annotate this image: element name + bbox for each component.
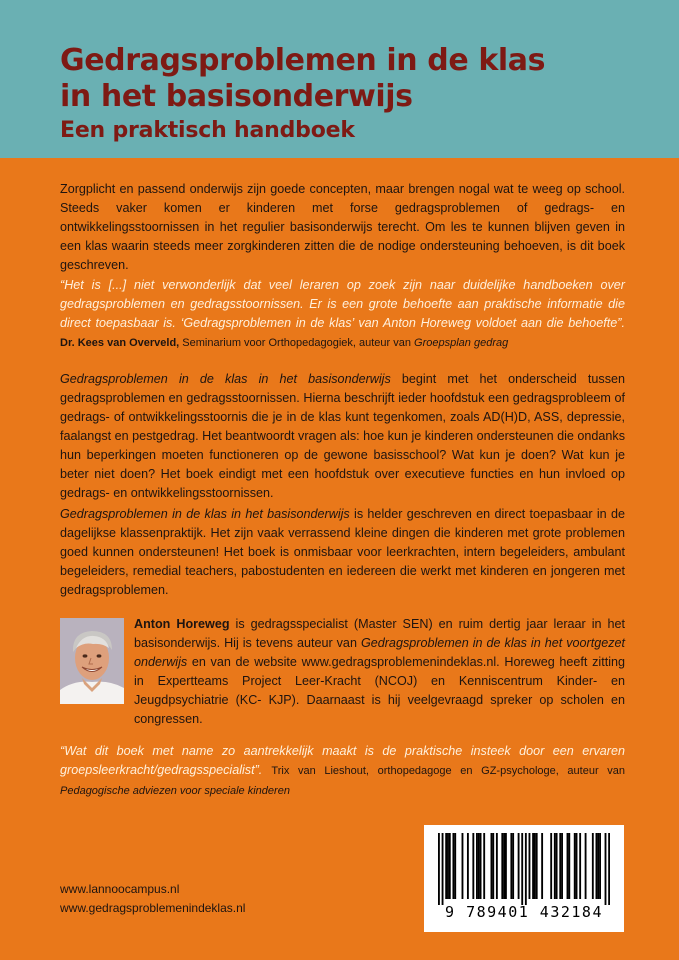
barcode-bar	[449, 833, 451, 899]
barcode-bar	[585, 833, 587, 899]
isbn-number: 9 789401 432184	[445, 903, 603, 921]
barcode-bar	[556, 833, 558, 899]
barcode-bar	[496, 833, 498, 899]
barcode-bar	[483, 833, 485, 899]
barcode-bar	[492, 833, 494, 899]
review-quote-1	[60, 276, 625, 353]
barcode-bar	[472, 833, 474, 899]
website-list	[60, 880, 245, 918]
barcode-bar	[462, 833, 464, 899]
barcode-bar	[559, 833, 561, 899]
barcode-bar	[579, 833, 581, 899]
barcode-icon	[438, 833, 610, 905]
barcode-bar	[505, 833, 507, 899]
website-link-book[interactable]: www.gedragsproblemenindeklas.nl	[60, 901, 246, 915]
barcode-bar	[501, 833, 503, 899]
barcode-bar	[518, 833, 520, 899]
barcode-bar	[445, 833, 447, 899]
barcode-bar	[596, 833, 598, 899]
barcode-bar	[608, 833, 610, 905]
barcode-bar	[534, 833, 536, 899]
barcode-bar	[503, 833, 505, 899]
barcode-bar	[452, 833, 454, 899]
description-text: begint met het onderscheid tussen gedragsproblemen en gedragsstoornissen. Hierna beschrijft ieder hoofdstuk een gedragsprobleem of gedrags- of ontwikkelingsstoornis die je in de klas kunt tegenkomen, zoals AD(H)D, ASS, depressie, faalangst en pestgedrag. Het beantwoordt vragen als: hoe kun je kinderen ondersteunen die ondanks hun beperkingen moeten functioneren op de gewone basisschool? Wat kun je doen? Wat kun je beter niet doen? Het boek eindigt met een hoofdstuk over executieve functies en hun invloed op gedrags- en ontwikkelingsstoornissen.	[60, 372, 626, 500]
barcode-bar	[592, 833, 594, 899]
barcode-bar	[447, 833, 449, 899]
review-quote-1-text: “Het is [...] niet verwonderlijk dat veel leraren op zoek zijn naar duidelijke handboeken over gedragsproblemen en gedragsstoornissen. Er is een grote behoefte aan praktische informatie die direct toepasbaar is. ‘Gedragsproblemen in de klas’ van Anton Horeweg voldoet aan die behoefte”.	[60, 278, 625, 330]
review-quote-2-affiliation: orthopedagoge en GZ-psychologe, auteur van	[377, 765, 625, 777]
title-line-1: Gedragsproblemen in de klas	[60, 43, 546, 78]
review-quote-1-book: Groepsplan gedrag	[414, 337, 509, 349]
barcode-bar	[532, 833, 534, 899]
barcode-bar	[567, 833, 569, 899]
barcode-bar	[605, 833, 607, 905]
review-quote-1-author: Dr. Kees van Overveld,	[60, 337, 180, 349]
author-name: Anton Horeweg	[134, 617, 230, 631]
barcode-bar	[438, 833, 440, 905]
barcode-bar	[476, 833, 478, 899]
barcode-bar	[480, 833, 482, 899]
subtitle: Een praktisch handboek	[60, 118, 355, 143]
review-quote-2-author: Trix van Lieshout,	[271, 765, 369, 777]
intro-paragraph: Zorgplicht en passend onderwijs zijn goede concepten, maar brengen nogal wat te weeg op school. Steeds vaker komen er kinderen met forse gedragsproblemen of gedrags- en ontwikkelingsstoornissen in het regulier basisonderwijs terecht. Om les te kunnen blijven geven in een klas waarin steeds meer zorgkinderen zitten die de nodige ondersteuning behoeven, is dit boek geschreven.	[60, 182, 625, 272]
description-book-title: Gedragsproblemen in de klas in het basisonderwijs	[60, 372, 391, 386]
barcode-box	[424, 825, 624, 932]
author-bio-text-2: en van de website www.gedragsproblemenindeklas.nl. Horeweg heeft zitting in Expertteams Project Leer-Kracht (NCOJ) en Kenniscentrum Kinder- en Jeugdpsychiatrie (KC- KJP). Daarnaast is hij veelgevraagd spreker op scholen en congressen.	[134, 655, 625, 726]
barcode-bar	[478, 833, 480, 899]
audience-paragraph	[60, 505, 625, 600]
review-quote-1-credit	[60, 337, 508, 349]
barcode-bar	[599, 833, 601, 899]
barcode-bar	[561, 833, 563, 899]
review-quote-2-text: “Wat dit boek met name zo aantrekkelijk maakt is de praktische insteek door een ervaren groepsleerkracht/gedragsspecialist”.	[60, 744, 625, 777]
website-link-publisher[interactable]: www.lannoocampus.nl	[60, 882, 180, 896]
barcode-bar	[442, 833, 444, 905]
barcode-bar	[576, 833, 578, 899]
author-bio-text-1: is gedragsspecialist (Master SEN) en ruim dertig jaar leraar in het basisonderwijs. Hij is tevens auteur van	[134, 617, 625, 650]
header-band	[0, 0, 679, 158]
barcode-bar	[510, 833, 512, 899]
barcode-bar	[529, 833, 531, 899]
barcode-bar	[491, 833, 493, 899]
barcode-bar	[550, 833, 552, 899]
barcode-bar	[536, 833, 538, 899]
barcode-bar	[521, 833, 523, 905]
barcode-bar	[525, 833, 527, 905]
barcode-bar	[574, 833, 576, 899]
barcode-bar	[554, 833, 556, 899]
review-quote-2	[60, 742, 625, 801]
barcode-bar	[597, 833, 599, 899]
author-portrait-icon	[60, 618, 124, 704]
description-paragraph	[60, 370, 625, 503]
barcode-bar	[568, 833, 570, 899]
barcode-bar	[512, 833, 514, 899]
barcode-bar	[454, 833, 456, 899]
title-line-2: in het basisonderwijs	[60, 79, 413, 114]
barcode-bar	[541, 833, 543, 899]
barcode-bar	[467, 833, 469, 899]
audience-book-title: Gedragsproblemen in de klas in het basisonderwijs	[60, 507, 350, 521]
author-photo	[60, 618, 124, 704]
audience-text: is helder geschreven en direct toepasbaar in de dagelijkse klassenpraktijk. Het zijn vaak verrassend kleine dingen die kinderen met grote problemen goed kunnen ondersteunen! Het boek is onmisbaar voor leerkrachten, intern begeleiders, ambulant begeleiders, remedial teachers, pabostudenten en iedereen die werkt met kinderen en jongeren met gedragsproblemen.	[60, 507, 625, 597]
review-quote-1-affiliation: Seminarium voor Orthopedagogiek, auteur van	[182, 337, 411, 349]
author-bio	[134, 615, 625, 729]
review-quote-2-book: Pedagogische adviezen voor speciale kinderen	[60, 785, 290, 797]
author-other-book: Gedragsproblemen in de klas in het voortgezet onderwijs	[134, 636, 625, 669]
